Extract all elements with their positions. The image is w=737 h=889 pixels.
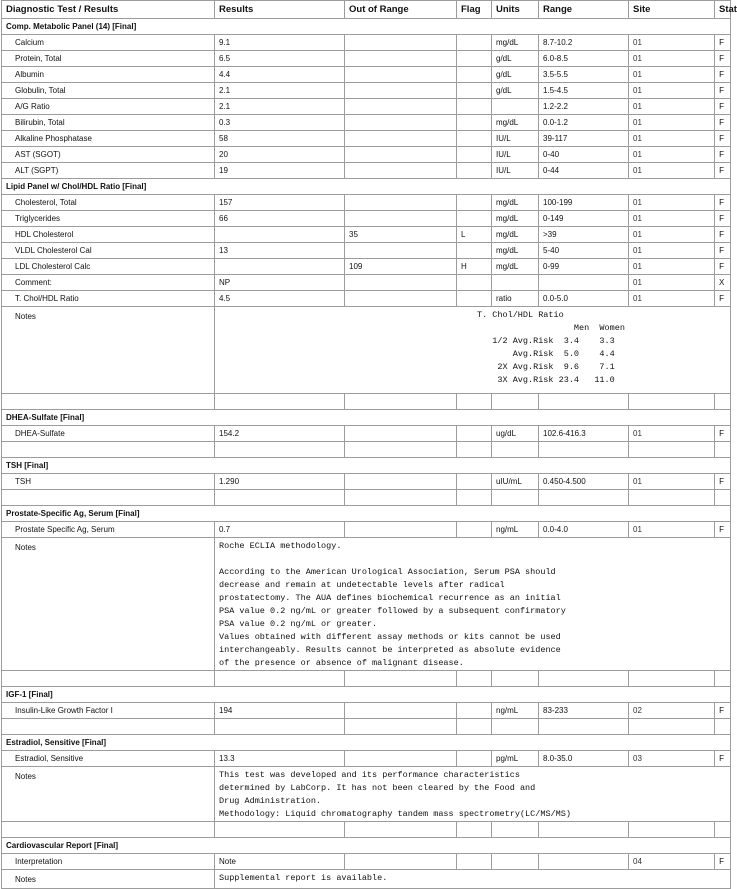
test-name: LDL Cholesterol Calc (2, 259, 215, 275)
reference-range: 39-117 (539, 131, 629, 147)
units-value: mg/dL (492, 195, 539, 211)
site-code: 01 (629, 131, 715, 147)
section-header-row (2, 19, 731, 35)
flag-value (457, 115, 492, 131)
test-name: Triglycerides (2, 211, 215, 227)
out-of-range-value (345, 243, 457, 259)
result-value: NP (215, 275, 345, 291)
spacer-row (2, 822, 731, 838)
result-row (2, 426, 731, 442)
site-code: 01 (629, 195, 715, 211)
out-of-range-value (345, 83, 457, 99)
col-header-test: Diagnostic Test / Results (2, 1, 215, 19)
flag-value (457, 131, 492, 147)
result-row (2, 51, 731, 67)
result-row (2, 751, 731, 767)
units-value: mg/dL (492, 259, 539, 275)
col-header-units: Units (492, 1, 539, 19)
status-code: F (715, 35, 731, 51)
out-of-range-value (345, 275, 457, 291)
test-name: Interpretation (2, 854, 215, 870)
col-header-range: Range (539, 1, 629, 19)
flag-value (457, 147, 492, 163)
empty-cell (2, 671, 215, 687)
empty-cell (215, 490, 345, 506)
reference-range: 3.5-5.5 (539, 67, 629, 83)
out-of-range-value (345, 211, 457, 227)
test-name: Cholesterol, Total (2, 195, 215, 211)
empty-cell (215, 442, 345, 458)
site-code: 01 (629, 522, 715, 538)
result-row (2, 854, 731, 870)
status-code: F (715, 854, 731, 870)
test-name: TSH (2, 474, 215, 490)
empty-cell (492, 671, 539, 687)
out-of-range-value (345, 131, 457, 147)
units-value: g/dL (492, 51, 539, 67)
units-value: ug/dL (492, 426, 539, 442)
test-name: AST (SGOT) (2, 147, 215, 163)
result-row (2, 227, 731, 243)
out-of-range-value (345, 854, 457, 870)
result-value: 19 (215, 163, 345, 179)
col-header-stat: Stat (715, 1, 731, 19)
status-code: F (715, 751, 731, 767)
empty-cell (215, 671, 345, 687)
section-header-row (2, 506, 731, 522)
empty-cell (715, 671, 731, 687)
empty-cell (629, 442, 715, 458)
out-of-range-value (345, 163, 457, 179)
notes-label: Notes (2, 870, 215, 889)
reference-range (539, 275, 629, 291)
result-value: 0.7 (215, 522, 345, 538)
notes-row (2, 767, 731, 822)
empty-cell (715, 490, 731, 506)
result-row (2, 99, 731, 115)
empty-cell (457, 719, 492, 735)
site-code: 01 (629, 51, 715, 67)
empty-cell (2, 442, 215, 458)
test-name: Globulin, Total (2, 83, 215, 99)
result-value (215, 259, 345, 275)
flag-value (457, 522, 492, 538)
spacer-row (2, 442, 731, 458)
empty-cell (539, 822, 629, 838)
out-of-range-value (345, 474, 457, 490)
result-row (2, 291, 731, 307)
units-value (492, 99, 539, 115)
result-value (215, 227, 345, 243)
status-code: F (715, 83, 731, 99)
status-code: F (715, 522, 731, 538)
result-row (2, 115, 731, 131)
out-of-range-value (345, 522, 457, 538)
empty-cell (629, 490, 715, 506)
notes-row (2, 870, 731, 889)
empty-cell (345, 442, 457, 458)
notes-label: Notes (2, 538, 215, 671)
empty-cell (715, 822, 731, 838)
units-value: ng/mL (492, 703, 539, 719)
result-value: 4.5 (215, 291, 345, 307)
empty-cell (715, 442, 731, 458)
flag-value (457, 426, 492, 442)
status-code: F (715, 131, 731, 147)
units-value: IU/L (492, 163, 539, 179)
risk-table-text: T. Chol/HDL Ratio Men Women 1/2 Avg.Risk 3.4 3.3 Avg.Risk 5.0 4.4 2X Avg.Risk 9.6 7.1 3X Avg.Risk 23.4 11.0 (477, 310, 625, 385)
flag-value (457, 751, 492, 767)
flag-value (457, 703, 492, 719)
site-code: 01 (629, 243, 715, 259)
units-value: uIU/mL (492, 474, 539, 490)
notes-label: Notes (2, 307, 215, 394)
out-of-range-value (345, 67, 457, 83)
test-name: Bilirubin, Total (2, 115, 215, 131)
test-name: Alkaline Phosphatase (2, 131, 215, 147)
empty-cell (2, 490, 215, 506)
reference-range: 100-199 (539, 195, 629, 211)
test-name: Comment: (2, 275, 215, 291)
empty-cell (715, 394, 731, 410)
notes-row (2, 538, 731, 671)
result-row (2, 474, 731, 490)
status-code: F (715, 115, 731, 131)
status-code: F (715, 243, 731, 259)
result-value: Note (215, 854, 345, 870)
empty-cell (215, 822, 345, 838)
result-value: 154.2 (215, 426, 345, 442)
units-value: mg/dL (492, 115, 539, 131)
flag-value (457, 51, 492, 67)
empty-cell (539, 394, 629, 410)
result-row (2, 211, 731, 227)
section-title: Comp. Metabolic Panel (14) [Final] (2, 19, 731, 35)
notes-text: Roche ECLIA methodology. According to the American Urological Association, Serum PSA should decrease and remain at undetectable levels after radical prostatectomy. The AUA defines biochemical recurrence as an initial PSA value 0.2 ng/mL or greater followed by a subsequent confirmatory PSA value 0.2 ng/mL or greater. Values obtained with different assay methods or kits cannot be used interchangeably. Results cannot be interpreted as absolute evidence of the presence or absence of malignant disease. (215, 538, 731, 671)
out-of-range-value (345, 751, 457, 767)
result-value: 1.290 (215, 474, 345, 490)
section-title: Prostate-Specific Ag, Serum [Final] (2, 506, 731, 522)
test-name: Protein, Total (2, 51, 215, 67)
section-title: DHEA-Sulfate [Final] (2, 410, 731, 426)
reference-range: 0.450-4.500 (539, 474, 629, 490)
reference-range (539, 854, 629, 870)
empty-cell (629, 394, 715, 410)
empty-cell (215, 719, 345, 735)
out-of-range-value (345, 426, 457, 442)
section-title: Cardiovascular Report [Final] (2, 838, 731, 854)
empty-cell (345, 394, 457, 410)
flag-value (457, 854, 492, 870)
empty-cell (345, 822, 457, 838)
result-row (2, 83, 731, 99)
reference-range: >39 (539, 227, 629, 243)
site-code: 01 (629, 35, 715, 51)
spacer-row (2, 719, 731, 735)
status-code: F (715, 99, 731, 115)
reference-range: 1.5-4.5 (539, 83, 629, 99)
result-row (2, 195, 731, 211)
out-of-range-value (345, 115, 457, 131)
empty-cell (492, 442, 539, 458)
result-value: 6.5 (215, 51, 345, 67)
site-code: 03 (629, 751, 715, 767)
status-code: F (715, 291, 731, 307)
flag-value (457, 35, 492, 51)
spacer-row (2, 394, 731, 410)
empty-cell (492, 490, 539, 506)
units-value (492, 854, 539, 870)
reference-range: 8.0-35.0 (539, 751, 629, 767)
flag-value: H (457, 259, 492, 275)
section-title: Lipid Panel w/ Chol/HDL Ratio [Final] (2, 179, 731, 195)
test-name: Albumin (2, 67, 215, 83)
empty-cell (215, 394, 345, 410)
test-name: HDL Cholesterol (2, 227, 215, 243)
site-code: 02 (629, 703, 715, 719)
status-code: F (715, 426, 731, 442)
units-value: mg/dL (492, 211, 539, 227)
site-code: 01 (629, 83, 715, 99)
status-code: F (715, 195, 731, 211)
column-header-row (2, 1, 731, 19)
result-row (2, 243, 731, 259)
result-value: 13 (215, 243, 345, 259)
result-value: 4.4 (215, 67, 345, 83)
site-code: 01 (629, 211, 715, 227)
notes-text: This test was developed and its performance characteristics determined by LabCorp. It has not been cleared by the Food and Drug Administration. Methodology: Liquid chromatography tandem mass spectrometry(LC/MS/MS) (215, 767, 731, 822)
site-code: 01 (629, 115, 715, 131)
result-row (2, 163, 731, 179)
section-title: Estradiol, Sensitive [Final] (2, 735, 731, 751)
result-row (2, 131, 731, 147)
result-value: 58 (215, 131, 345, 147)
flag-value (457, 195, 492, 211)
empty-cell (345, 719, 457, 735)
status-code: F (715, 227, 731, 243)
result-value: 194 (215, 703, 345, 719)
empty-cell (457, 442, 492, 458)
status-code: F (715, 474, 731, 490)
units-value: mg/dL (492, 227, 539, 243)
test-name: ALT (SGPT) (2, 163, 215, 179)
empty-cell (539, 719, 629, 735)
empty-cell (715, 719, 731, 735)
site-code: 01 (629, 147, 715, 163)
result-value: 20 (215, 147, 345, 163)
empty-cell (2, 719, 215, 735)
out-of-range-value: 109 (345, 259, 457, 275)
notes-text: Supplemental report is available. (215, 870, 731, 889)
reference-range: 102.6-416.3 (539, 426, 629, 442)
notes-row (2, 307, 731, 394)
section-header-row (2, 179, 731, 195)
result-value: 9.1 (215, 35, 345, 51)
reference-range: 0-149 (539, 211, 629, 227)
empty-cell (2, 394, 215, 410)
reference-range: 0-99 (539, 259, 629, 275)
result-value: 157 (215, 195, 345, 211)
result-row (2, 522, 731, 538)
status-code: F (715, 211, 731, 227)
units-value: ng/mL (492, 522, 539, 538)
status-code: F (715, 163, 731, 179)
reference-range: 0-44 (539, 163, 629, 179)
units-value: mg/dL (492, 35, 539, 51)
empty-cell (492, 719, 539, 735)
test-name: Insulin-Like Growth Factor I (2, 703, 215, 719)
test-name: Prostate Specific Ag, Serum (2, 522, 215, 538)
flag-value (457, 163, 492, 179)
out-of-range-value (345, 291, 457, 307)
empty-cell (539, 490, 629, 506)
reference-range: 8.7-10.2 (539, 35, 629, 51)
empty-cell (539, 671, 629, 687)
units-value: mg/dL (492, 243, 539, 259)
col-header-results: Results (215, 1, 345, 19)
result-row (2, 67, 731, 83)
empty-cell (457, 490, 492, 506)
section-title: TSH [Final] (2, 458, 731, 474)
result-value: 2.1 (215, 99, 345, 115)
section-header-row (2, 735, 731, 751)
status-code: F (715, 147, 731, 163)
reference-range: 0.0-4.0 (539, 522, 629, 538)
reference-range: 83-233 (539, 703, 629, 719)
site-code: 01 (629, 291, 715, 307)
result-row (2, 147, 731, 163)
out-of-range-value (345, 147, 457, 163)
units-value: ratio (492, 291, 539, 307)
units-value (492, 275, 539, 291)
site-code: 01 (629, 474, 715, 490)
out-of-range-value (345, 51, 457, 67)
flag-value (457, 474, 492, 490)
empty-cell (492, 394, 539, 410)
site-code: 04 (629, 854, 715, 870)
result-value: 66 (215, 211, 345, 227)
test-name: Estradiol, Sensitive (2, 751, 215, 767)
units-value: g/dL (492, 83, 539, 99)
reference-range: 0.0-5.0 (539, 291, 629, 307)
units-value: IU/L (492, 131, 539, 147)
notes-cell (215, 307, 731, 394)
flag-value (457, 211, 492, 227)
section-header-row (2, 458, 731, 474)
spacer-row (2, 490, 731, 506)
flag-value (457, 67, 492, 83)
status-code: F (715, 51, 731, 67)
empty-cell (457, 394, 492, 410)
reference-range: 1.2-2.2 (539, 99, 629, 115)
result-row (2, 703, 731, 719)
site-code: 01 (629, 67, 715, 83)
empty-cell (492, 822, 539, 838)
site-code: 01 (629, 163, 715, 179)
section-header-row (2, 410, 731, 426)
empty-cell (345, 490, 457, 506)
status-code: F (715, 703, 731, 719)
units-value: g/dL (492, 67, 539, 83)
status-code: F (715, 259, 731, 275)
section-header-row (2, 838, 731, 854)
reference-range: 0.0-1.2 (539, 115, 629, 131)
reference-range: 6.0-8.5 (539, 51, 629, 67)
empty-cell (629, 719, 715, 735)
flag-value (457, 275, 492, 291)
flag-value: L (457, 227, 492, 243)
out-of-range-value: 35 (345, 227, 457, 243)
flag-value (457, 83, 492, 99)
out-of-range-value (345, 35, 457, 51)
result-value: 2.1 (215, 83, 345, 99)
site-code: 01 (629, 259, 715, 275)
empty-cell (457, 822, 492, 838)
site-code: 01 (629, 275, 715, 291)
notes-label: Notes (2, 767, 215, 822)
section-header-row (2, 687, 731, 703)
flag-value (457, 291, 492, 307)
test-name: VLDL Cholesterol Cal (2, 243, 215, 259)
flag-value (457, 99, 492, 115)
test-name: T. Chol/HDL Ratio (2, 291, 215, 307)
lab-results-body (2, 1, 737, 889)
empty-cell (345, 671, 457, 687)
col-header-out-of-range: Out of Range (345, 1, 457, 19)
site-code: 01 (629, 227, 715, 243)
units-value: IU/L (492, 147, 539, 163)
empty-cell (539, 442, 629, 458)
test-name: A/G Ratio (2, 99, 215, 115)
status-code: F (715, 67, 731, 83)
reference-range: 0-40 (539, 147, 629, 163)
reference-range: 5-40 (539, 243, 629, 259)
result-row (2, 35, 731, 51)
col-header-site: Site (629, 1, 715, 19)
empty-cell (457, 671, 492, 687)
test-name: Calcium (2, 35, 215, 51)
site-code: 01 (629, 426, 715, 442)
out-of-range-value (345, 703, 457, 719)
empty-cell (629, 822, 715, 838)
empty-cell (629, 671, 715, 687)
site-code: 01 (629, 99, 715, 115)
result-row (2, 275, 731, 291)
lab-results-table (1, 0, 737, 889)
result-value: 0.3 (215, 115, 345, 131)
units-value: pg/mL (492, 751, 539, 767)
result-value: 13.3 (215, 751, 345, 767)
out-of-range-value (345, 195, 457, 211)
flag-value (457, 243, 492, 259)
status-code: X (715, 275, 731, 291)
test-name: DHEA-Sulfate (2, 426, 215, 442)
section-title: IGF-1 [Final] (2, 687, 731, 703)
result-row (2, 259, 731, 275)
col-header-flag: Flag (457, 1, 492, 19)
out-of-range-value (345, 99, 457, 115)
spacer-row (2, 671, 731, 687)
empty-cell (2, 822, 215, 838)
